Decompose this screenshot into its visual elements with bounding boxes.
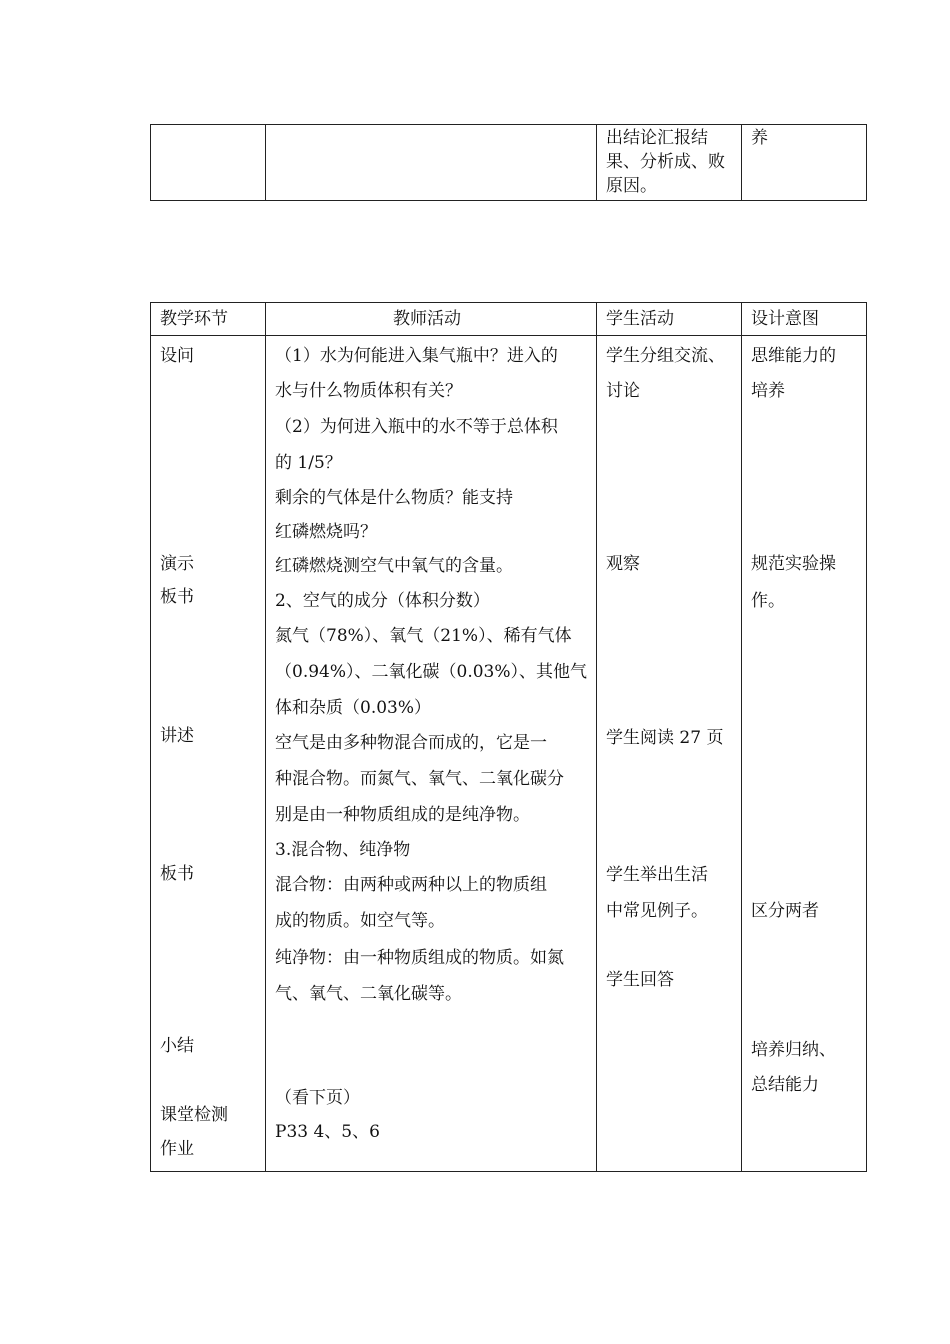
stage-label: 板书 <box>160 587 194 607</box>
intent-text-line: 区分两者 <box>751 901 819 921</box>
stage-label: 演示 <box>160 554 194 574</box>
student-cell <box>597 336 742 1172</box>
cont-cell-2 <box>266 125 597 201</box>
teacher-text-line: 3.混合物、纯净物 <box>275 840 411 860</box>
teacher-text-line: 2、空气的成分（体积分数） <box>275 591 490 611</box>
teacher-text-line: 混合物：由两种或两种以上的物质组 <box>275 875 547 895</box>
teacher-text-line: 纯净物：由一种物质组成的物质。如氮 <box>275 948 564 968</box>
cont-cell-3 <box>597 125 742 201</box>
intent-text-line: 规范实验操 <box>751 554 836 574</box>
teacher-text-line: 红磷燃烧吗？ <box>275 522 377 542</box>
stage-label: 小结 <box>160 1036 194 1056</box>
header-cell <box>266 303 597 336</box>
cont-text-line: 出结论汇报结 <box>606 128 708 148</box>
student-text-line: 学生回答 <box>606 970 674 990</box>
student-text-line: 中常见例子。 <box>606 901 708 921</box>
student-text-line: 学生阅读 27 页 <box>606 728 724 748</box>
lesson-plan-table <box>150 302 867 1172</box>
teacher-text-line: 的 1/5？ <box>275 453 342 473</box>
intent-text-line: 总结能力 <box>751 1075 819 1095</box>
student-text-line: 学生举出生活 <box>606 865 708 885</box>
header-row <box>151 303 867 336</box>
header-teacher: 教师活动 <box>393 309 461 329</box>
student-text-line: 观察 <box>606 554 640 574</box>
intent-cell <box>742 336 867 1172</box>
stage-cell <box>151 336 266 1172</box>
student-text-line: 讨论 <box>606 381 640 401</box>
header-student: 学生活动 <box>606 309 674 329</box>
cont-cell-1 <box>151 125 266 201</box>
header-cell <box>597 303 742 336</box>
cont-text-line: 果、分析成、败 <box>606 152 725 172</box>
stage-label: 设问 <box>160 346 194 366</box>
header-cell <box>151 303 266 336</box>
content-row <box>151 336 867 1172</box>
teacher-text-line: 别是由一种物质组成的是纯净物。 <box>275 805 530 825</box>
intent-text-line: 培养 <box>751 381 785 401</box>
stage-label: 讲述 <box>160 726 194 746</box>
cont-text-line: 养 <box>751 128 768 148</box>
teacher-cell <box>266 336 597 1172</box>
teacher-text-line: 体和杂质（0.03%） <box>275 698 432 718</box>
teacher-text-line: 红磷燃烧测空气中氧气的含量。 <box>275 556 513 576</box>
intent-text-line: 培养归纳、 <box>751 1040 836 1060</box>
teacher-text-line: （2）为何进入瓶中的水不等于总体积 <box>275 417 558 437</box>
intent-text-line: 作。 <box>751 591 785 611</box>
teacher-text-line: P33 4、5、6 <box>275 1122 380 1142</box>
cont-cell-4 <box>742 125 867 201</box>
teacher-text-line: （看下页） <box>275 1088 360 1108</box>
stage-label: 课堂检测 <box>160 1105 228 1125</box>
intent-text-line: 思维能力的 <box>751 346 836 366</box>
teacher-text-line: （1）水为何能进入集气瓶中？进入的 <box>275 346 558 366</box>
teacher-text-line: 气、氧气、二氧化碳等。 <box>275 984 462 1004</box>
header-stage: 教学环节 <box>160 309 228 329</box>
header-cell <box>742 303 867 336</box>
stage-label: 作业 <box>160 1139 194 1159</box>
stage-label: 板书 <box>160 864 194 884</box>
teacher-text-line: 成的物质。如空气等。 <box>275 911 445 931</box>
header-intent: 设计意图 <box>751 309 819 329</box>
teacher-text-line: 空气是由多种物混合而成的，它是一 <box>275 733 547 753</box>
teacher-text-line: 剩余的气体是什么物质？能支持 <box>275 488 513 508</box>
teacher-text-line: （0.94%）、二氧化碳（0.03%）、其他气 <box>275 662 588 682</box>
teacher-text-line: 氮气（78%）、氧气（21%）、稀有气体 <box>275 626 572 646</box>
cont-text-line: 原因。 <box>606 176 657 196</box>
continuation-table <box>150 124 867 201</box>
teacher-text-line: 水与什么物质体积有关？ <box>275 381 462 401</box>
teacher-text-line: 种混合物。而氮气、氧气、二氧化碳分 <box>275 769 564 789</box>
student-text-line: 学生分组交流、 <box>606 346 725 366</box>
